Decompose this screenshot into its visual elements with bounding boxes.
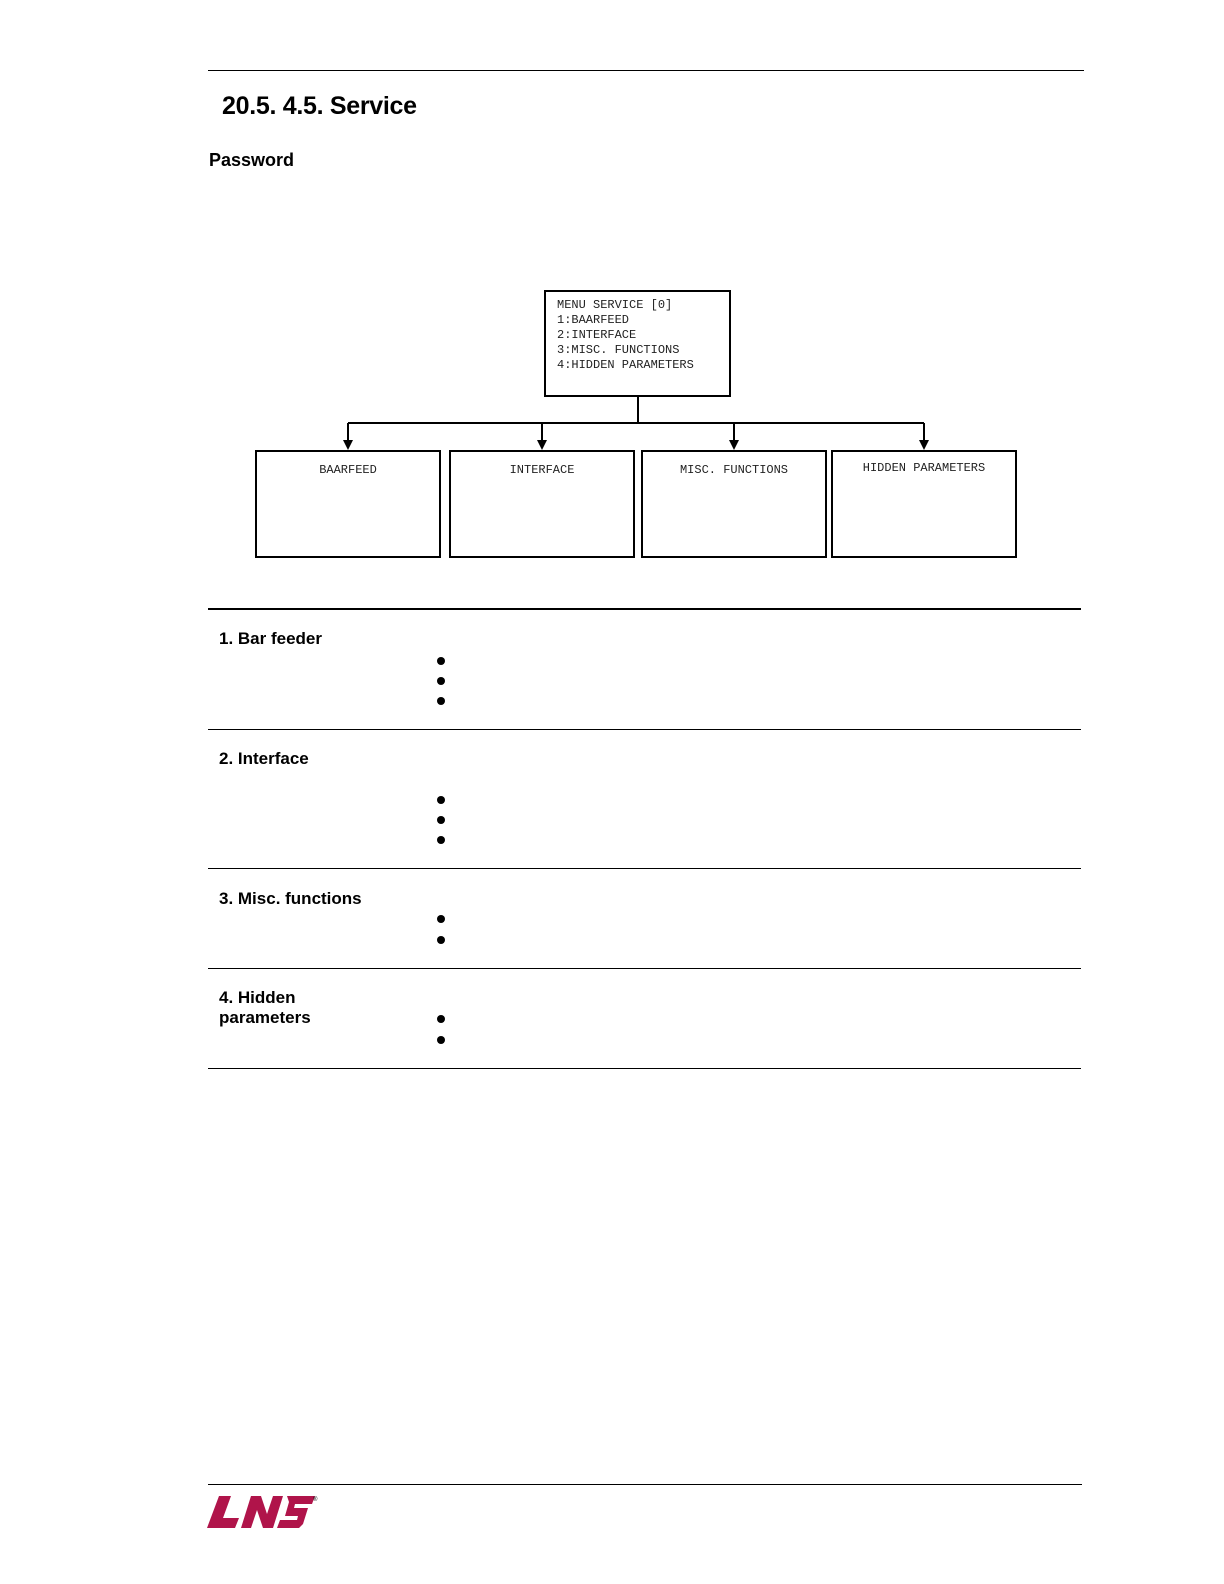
section-title-interface: 2. Interface	[219, 749, 309, 768]
section-rule	[208, 1068, 1081, 1069]
arrow-down-icon	[343, 440, 353, 450]
menu-line: 2:INTERFACE	[557, 328, 637, 342]
menu-line: MENU SERVICE [0]	[557, 298, 673, 312]
bullet	[437, 1036, 445, 1044]
svg-text:®: ®	[313, 1497, 318, 1503]
child-label: INTERFACE	[509, 463, 575, 477]
top-rule	[208, 70, 1084, 71]
bullet	[437, 936, 445, 944]
arrow-down-icon	[919, 440, 929, 450]
bullet	[437, 657, 445, 665]
menu-service-box	[544, 290, 731, 397]
section-rule	[208, 729, 1081, 730]
menu-line: 1:BAARFEED	[557, 313, 630, 327]
password-heading: Password	[209, 150, 295, 170]
child-label: HIDDEN PARAMETERS	[862, 461, 986, 475]
child-box-misc-functions	[641, 450, 827, 558]
child-label: MISC. FUNCTIONS	[679, 463, 789, 477]
section-title-line: parameters	[219, 1008, 311, 1027]
bullet	[437, 796, 445, 804]
section-title-misc-functions: 3. Misc. functions	[219, 889, 362, 908]
child-box-hidden-parameters	[831, 450, 1017, 558]
bullet	[437, 1015, 445, 1023]
child-box-baarfeed	[255, 450, 441, 558]
section-title-hidden-parameters	[219, 988, 311, 1028]
bullet	[437, 915, 445, 923]
arrow-down-icon	[537, 440, 547, 450]
page-title: 20.5. 4.5. Service	[222, 92, 417, 120]
child-box-interface	[449, 450, 635, 558]
menu-line: 3:MISC. FUNCTIONS	[557, 343, 680, 357]
section-title-bar-feeder: 1. Bar feeder	[219, 629, 322, 648]
section-rule	[208, 968, 1081, 969]
bullet	[437, 816, 445, 824]
footer-rule	[208, 1484, 1082, 1485]
child-label: BAARFEED	[319, 463, 377, 477]
section-rule	[208, 868, 1081, 869]
arrow-down-icon	[729, 440, 739, 450]
bullet	[437, 677, 445, 685]
section-rule	[208, 608, 1081, 610]
menu-line: 4:HIDDEN PARAMETERS	[557, 358, 694, 372]
lns-logo	[207, 1494, 319, 1530]
bullet	[437, 836, 445, 844]
bullet	[437, 697, 445, 705]
section-title-line: 4. Hidden	[219, 988, 296, 1007]
